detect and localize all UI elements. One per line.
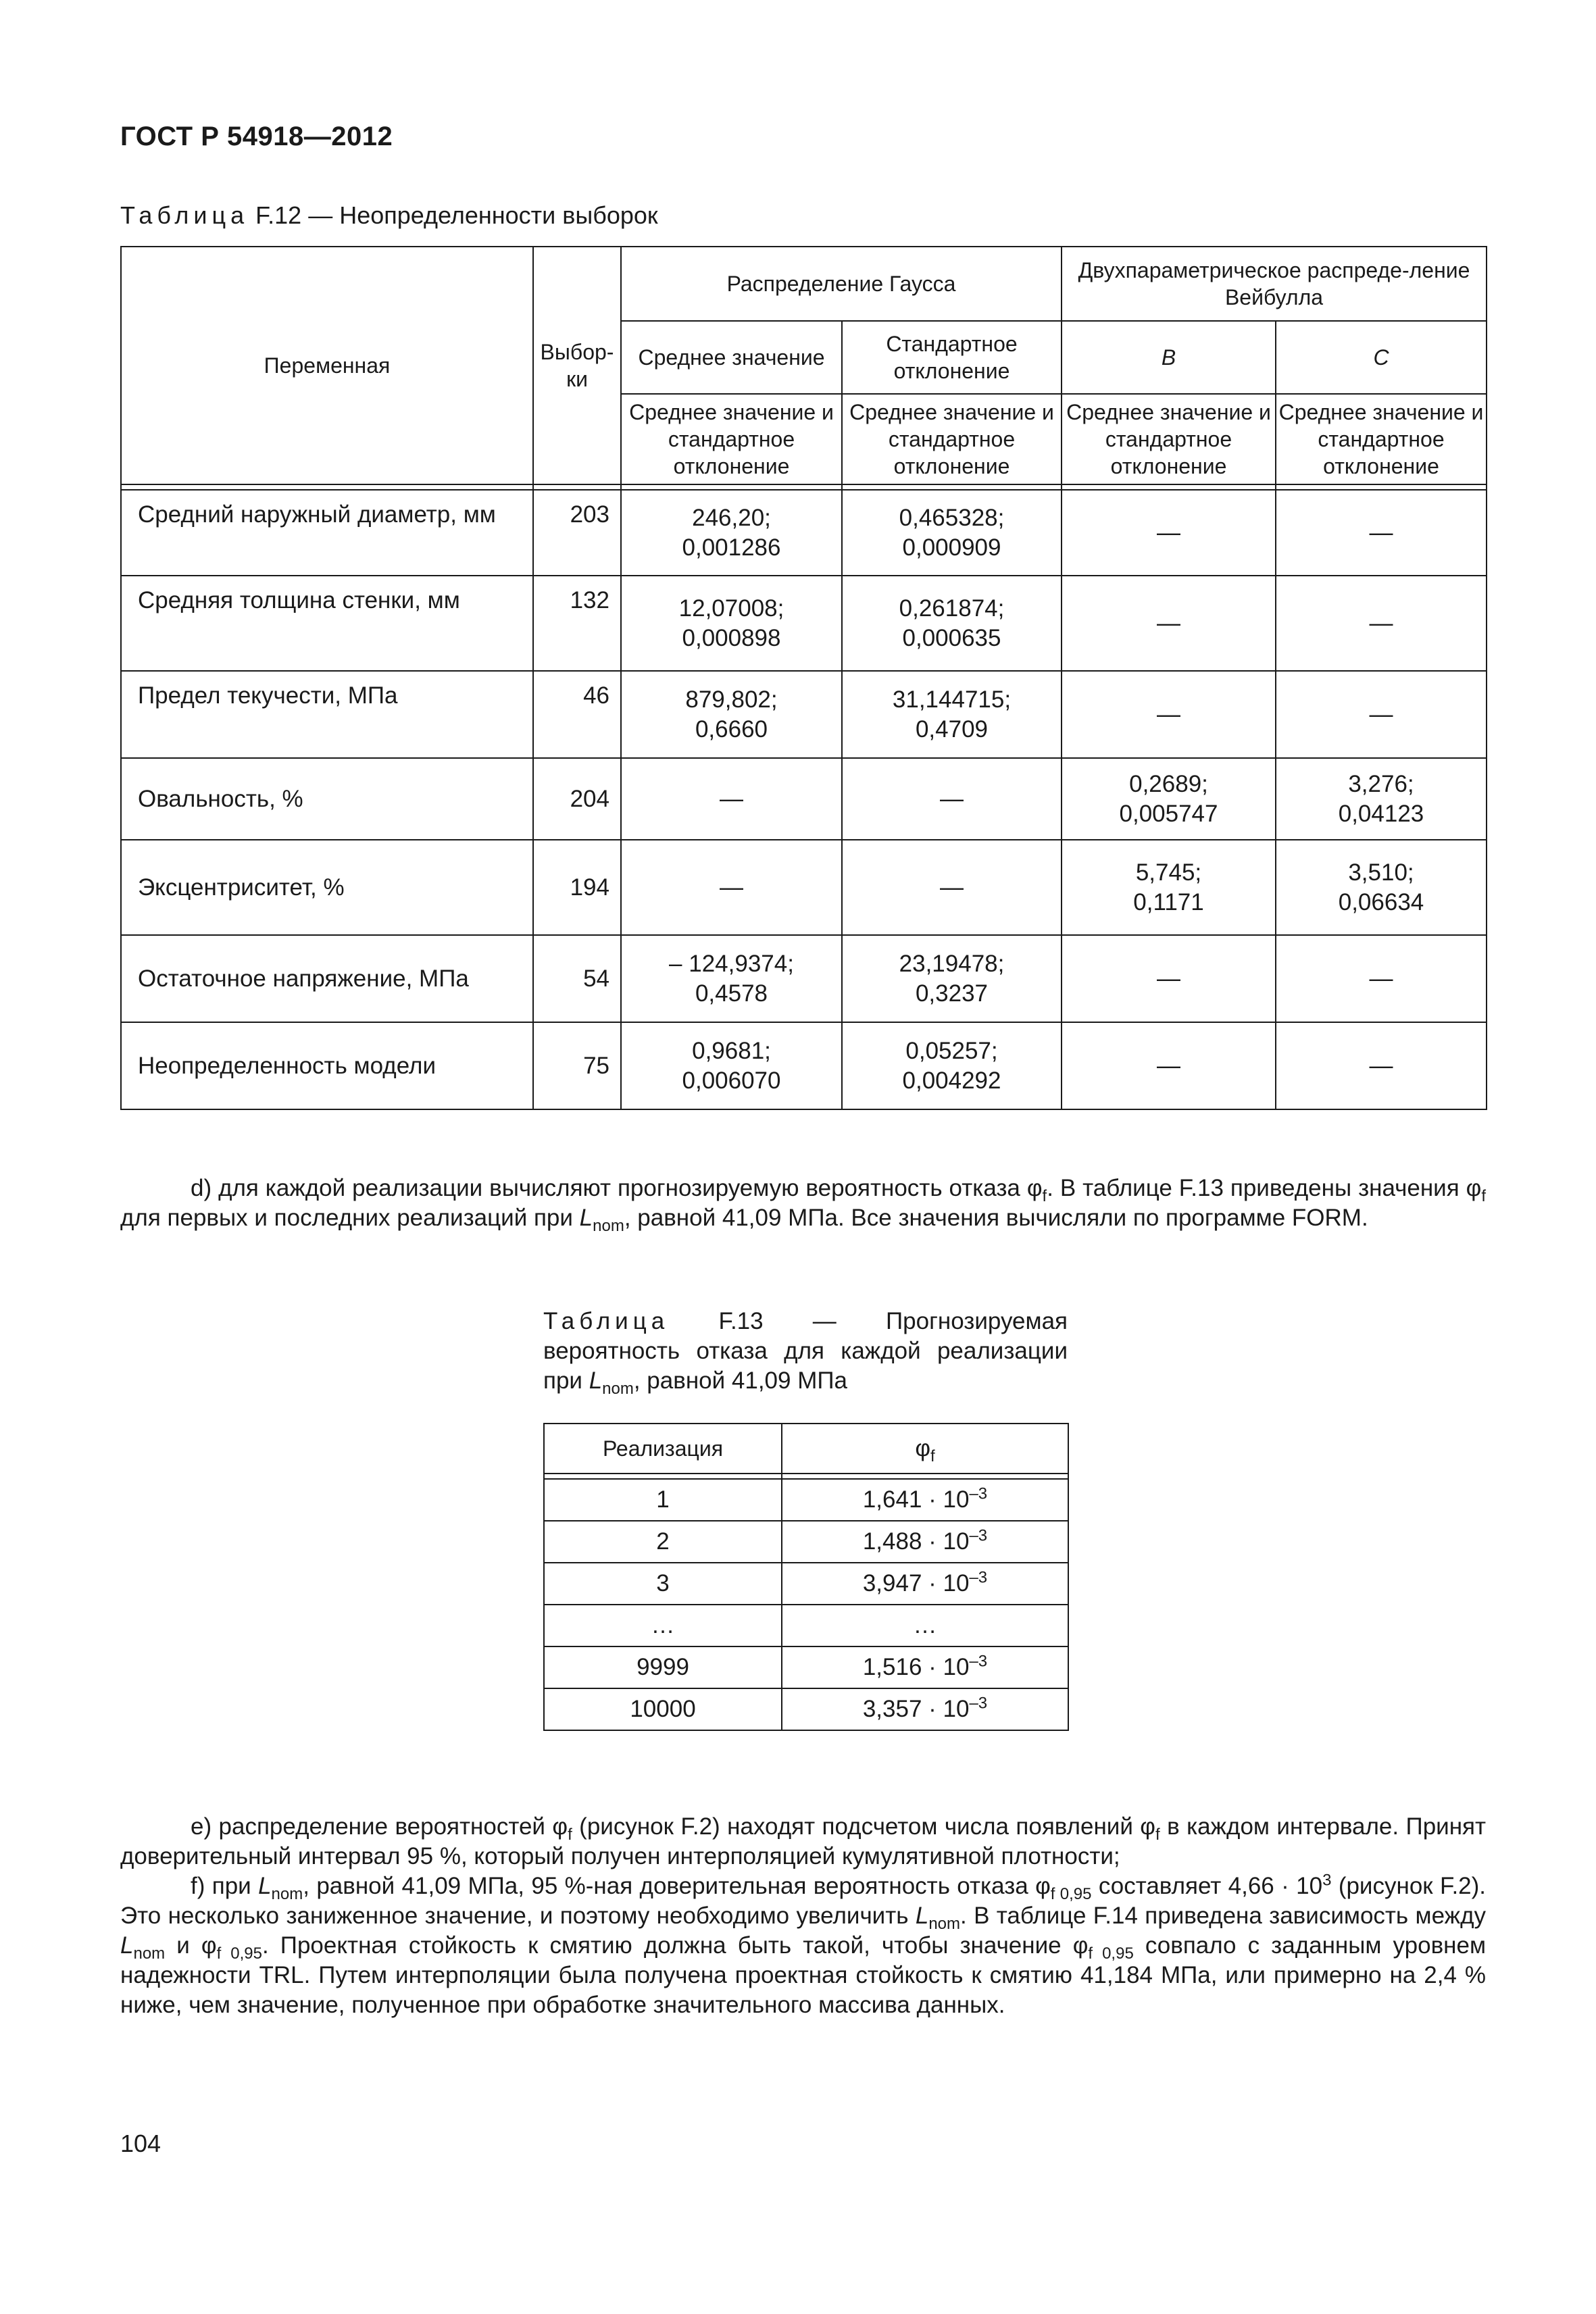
head-samples: Выбор-ки: [533, 247, 621, 484]
row-weibull-c: 3,510; 0,06634: [1276, 840, 1487, 935]
row-gauss-mean: —: [621, 840, 842, 935]
table-f13-caption: Таблица F.13 — Прогнозируемая вероятность отказа для каждой реализации при $L_{nom}$, равной 41,09 МПа: [543, 1308, 1068, 1398]
row-weibull-b: —: [1062, 576, 1276, 671]
row-gauss-std: 31,144715; 0,4709: [842, 671, 1062, 758]
row-weibull-c: —: [1276, 1022, 1487, 1109]
row-gauss-std: 0,05257; 0,004292: [842, 1022, 1062, 1109]
caption-label: Таблица: [120, 201, 249, 229]
row-realization: 2: [544, 1521, 782, 1563]
paragraph-e: e) распределение вероятностей $\varphi_f$ (рисунок F.2) находят подсчетом числа появлений $\varphi_f$ в каждом интервале. Принят доверительный интервал 95 %, который получен интерполяцией кумулятивной плотности;: [120, 1813, 1487, 1869]
row-weibull-b: 5,745; 0,1171: [1062, 840, 1276, 935]
table-f12-caption: [120, 201, 658, 230]
row-phi: $3,357 \cdot 10^{-3}$: [782, 1688, 1068, 1730]
row-weibull-b: —: [1062, 671, 1276, 758]
head-mean: Среднее значение: [621, 321, 842, 394]
head-phi: $\varphi_f$: [782, 1424, 1068, 1474]
row-variable: Средняя толщина стенки, мм: [121, 576, 533, 671]
row-gauss-mean: —: [621, 758, 842, 840]
head-sub: Среднее значение и стандартное отклонение: [1276, 394, 1487, 484]
head-b: B: [1062, 321, 1276, 394]
paragraphs-e-f: [120, 1812, 1486, 2020]
row-variable: Предел текучести, МПа: [121, 671, 533, 758]
row-gauss-mean: 246,20; 0,001286: [621, 490, 842, 576]
row-variable: Остаточное напряжение, МПа: [121, 935, 533, 1022]
table-row: [121, 576, 1487, 671]
row-phi: $1,516 \cdot 10^{-3}$: [782, 1646, 1068, 1688]
head-gauss: Распределение Гаусса: [621, 247, 1062, 321]
row-gauss-std: 0,465328; 0,000909: [842, 490, 1062, 576]
head-weibull: Двухпараметрическое распреде-ление Вейбулла: [1062, 247, 1487, 321]
row-weibull-c: —: [1276, 490, 1487, 576]
row-gauss-std: 23,19478; 0,3237: [842, 935, 1062, 1022]
table-row: [544, 1479, 1068, 1521]
row-weibull-b: —: [1062, 935, 1276, 1022]
row-gauss-mean: – 124,9374; 0,4578: [621, 935, 842, 1022]
row-samples: 194: [533, 840, 621, 935]
head-variable: Переменная: [121, 247, 533, 484]
table-row: [121, 671, 1487, 758]
table-row: [121, 840, 1487, 935]
row-samples: 204: [533, 758, 621, 840]
table-row: [544, 1646, 1068, 1688]
row-weibull-c: —: [1276, 671, 1487, 758]
row-phi: $1,488 \cdot 10^{-3}$: [782, 1521, 1068, 1563]
row-weibull-b: —: [1062, 1022, 1276, 1109]
row-realization: 1: [544, 1479, 782, 1521]
document-header: ГОСТ Р 54918—2012: [120, 122, 393, 151]
row-weibull-c: —: [1276, 576, 1487, 671]
row-variable: Овальность, %: [121, 758, 533, 840]
table-row: [544, 1563, 1068, 1605]
row-samples: 54: [533, 935, 621, 1022]
row-variable: Неопределенность модели: [121, 1022, 533, 1109]
row-realization: 10000: [544, 1688, 782, 1730]
table-f13: [543, 1423, 1069, 1731]
row-gauss-mean: 0,9681; 0,006070: [621, 1022, 842, 1109]
caption-text: F.12 — Неопределенности выборок: [249, 201, 658, 229]
row-samples: 203: [533, 490, 621, 576]
row-phi: $3,947 \cdot 10^{-3}$: [782, 1563, 1068, 1605]
table-row: [544, 1605, 1068, 1646]
head-sub: Среднее значение и стандартное отклонение: [621, 394, 842, 484]
page-number: 104: [120, 2130, 161, 2157]
row-realization: …: [544, 1605, 782, 1646]
head-sub: Среднее значение и стандартное отклонение: [1062, 394, 1276, 484]
row-gauss-std: —: [842, 840, 1062, 935]
row-realization: 9999: [544, 1646, 782, 1688]
paragraph-f: f) при $L_{nom}$, равной 41,09 МПа, 95 %-ная доверительная вероятность отказа $\varphi_{f 0,95}$ составляет $4,66 \cdot 10^3$ (рисунок F.2). Это несколько заниженное значение, и поэтому необходимо увеличить $L_{nom}$. В таблице F.14 приведена зависимость между $L_{nom}$ и $\varphi_{f 0,95}$. Проектная стойкость к смятию должна быть такой, чтобы значение $\varphi_{f 0,95}$ совпало с заданным уровнем надежности TRL. Путем интерполяции была получена проектная стойкость к смятию 41,184 МПа, или примерно на 2,4 % ниже, чем значение, полученное при обработке значительного массива данных.: [120, 1871, 1487, 2018]
table-row: [121, 758, 1487, 840]
head-realization: Реализация: [544, 1424, 782, 1474]
row-variable: Эксцентриситет, %: [121, 840, 533, 935]
table-row: [544, 1688, 1068, 1730]
head-c: C: [1276, 321, 1487, 394]
row-realization: 3: [544, 1563, 782, 1605]
row-weibull-c: 3,276; 0,04123: [1276, 758, 1487, 840]
row-gauss-std: —: [842, 758, 1062, 840]
head-sub: Среднее значение и стандартное отклонение: [842, 394, 1062, 484]
row-weibull-b: 0,2689; 0,005747: [1062, 758, 1276, 840]
table-row: [121, 1022, 1487, 1109]
row-samples: 46: [533, 671, 621, 758]
head-std: Стандартное отклонение: [842, 321, 1062, 394]
row-gauss-std: 0,261874; 0,000635: [842, 576, 1062, 671]
row-gauss-mean: 879,802; 0,6660: [621, 671, 842, 758]
paragraph-d: d) для каждой реализации вычисляют прогнозируемую вероятность отказа $\varphi_f$. В таблице F.13 приведены значения $\varphi_f$ для первых и последних реализаций при $L_{nom}$, равной 41,09 МПа. Все значения вычисляли по программе FORM.: [120, 1175, 1486, 1235]
row-weibull-b: —: [1062, 490, 1276, 576]
row-samples: 75: [533, 1022, 621, 1109]
row-samples: 132: [533, 576, 621, 671]
row-variable: Средний наружный диаметр, мм: [121, 490, 533, 576]
row-weibull-c: —: [1276, 935, 1487, 1022]
table-row: [121, 935, 1487, 1022]
row-phi: $1,641 \cdot 10^{-3}$: [782, 1479, 1068, 1521]
table-f12: [120, 246, 1487, 1110]
table-row: [121, 490, 1487, 576]
row-phi: …: [782, 1605, 1068, 1646]
table-row: [544, 1521, 1068, 1563]
row-gauss-mean: 12,07008; 0,000898: [621, 576, 842, 671]
